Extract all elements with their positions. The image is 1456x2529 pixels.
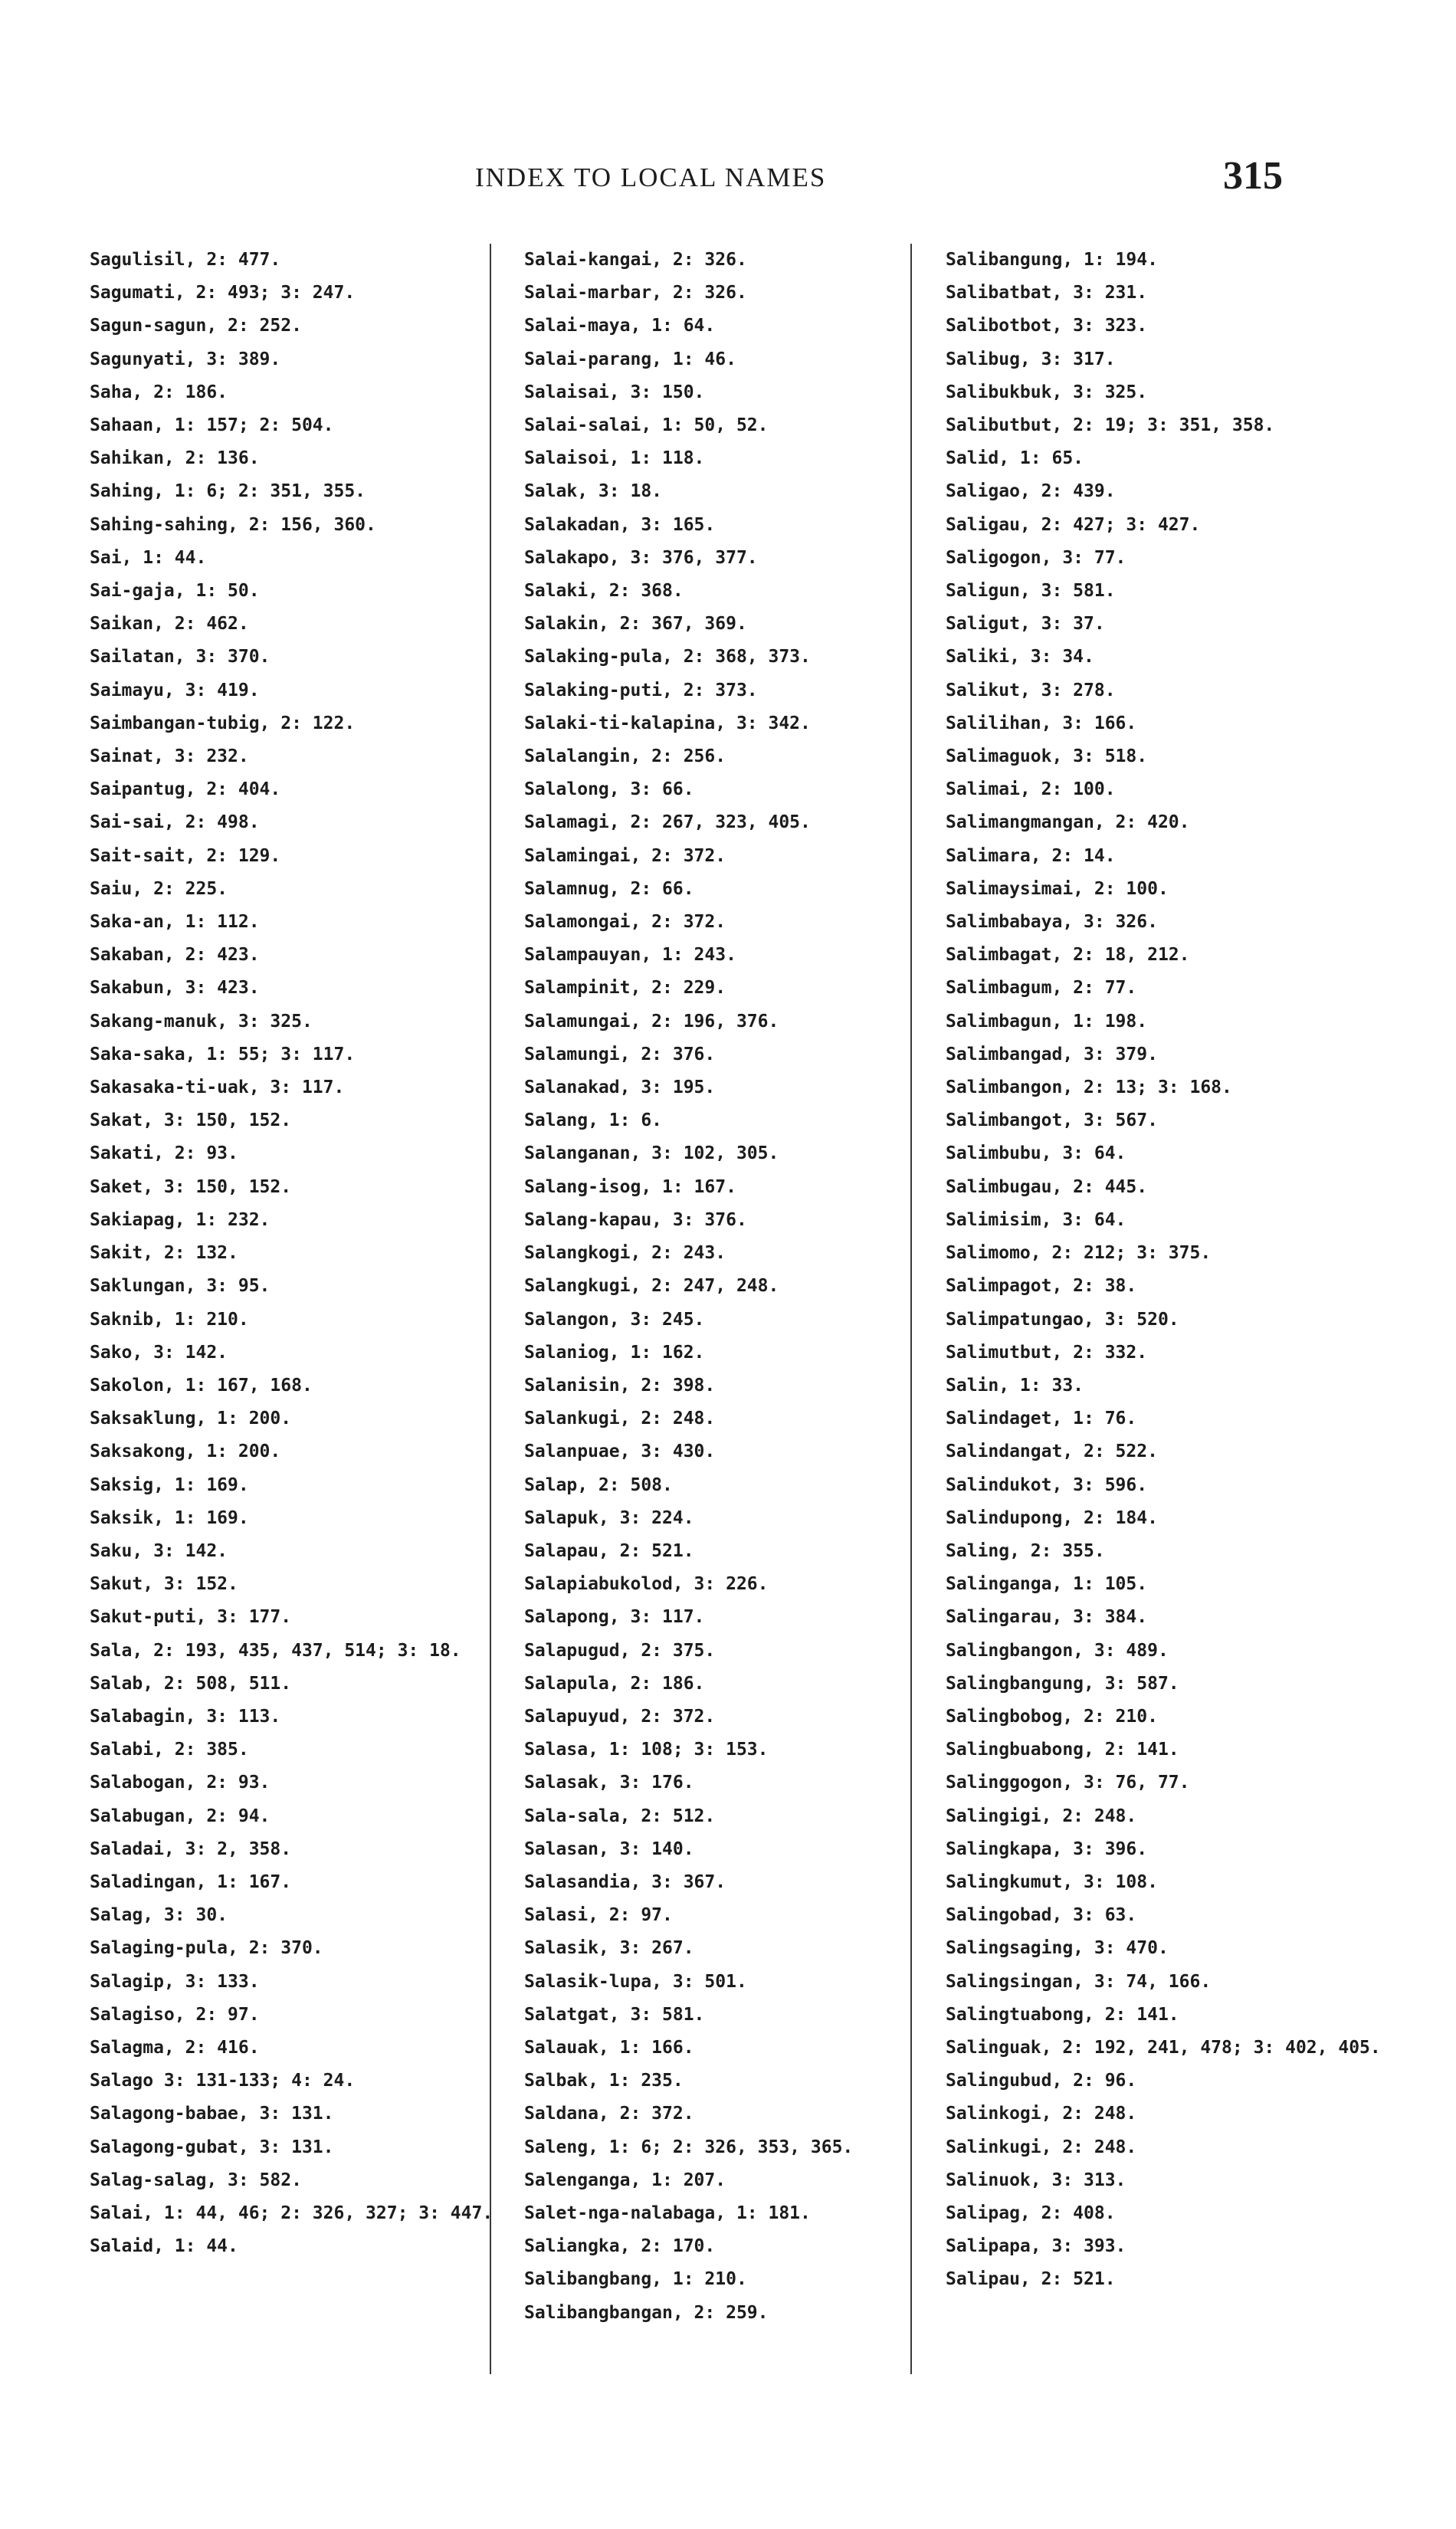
- index-entry: Salangon, 3: 245.: [524, 1309, 705, 1330]
- index-entry: Salanpuae, 3: 430.: [524, 1442, 716, 1462]
- index-entry: Sakolon, 1: 167, 168.: [90, 1375, 313, 1396]
- index-entry: Salingkapa, 3: 396.: [946, 1839, 1148, 1859]
- index-entry: Salibangbangan, 2: 259.: [524, 2302, 769, 2323]
- index-entry: Salilihan, 3: 166.: [946, 713, 1137, 733]
- index-entry: Salaging-pula, 2: 370.: [90, 1938, 323, 1959]
- index-entry: Saladai, 3: 2, 358.: [90, 1839, 292, 1859]
- index-entry: Salasi, 2: 97.: [524, 1905, 673, 1926]
- index-entry: Salapuk, 3: 224.: [524, 1507, 694, 1528]
- index-entry: Salimbagum, 2: 77.: [946, 978, 1137, 999]
- index-entry: Salikut, 3: 278.: [946, 680, 1116, 700]
- index-entry: Salampinit, 2: 229.: [524, 978, 726, 999]
- index-entry: Salapong, 3: 117.: [524, 1607, 705, 1628]
- index-entry: Sailatan, 3: 370.: [90, 647, 271, 668]
- index-entry: Saligut, 3: 37.: [946, 614, 1105, 635]
- index-entry: Salimara, 2: 14.: [946, 845, 1116, 866]
- index-entry: Salag-salag, 3: 582.: [90, 2170, 302, 2190]
- index-entry: Salapau, 2: 521.: [524, 1540, 694, 1561]
- index-entry: Salasan, 3: 140.: [524, 1839, 694, 1859]
- index-entry: Salimisim, 3: 64.: [946, 1209, 1126, 1230]
- index-column-2: [524, 244, 907, 2330]
- index-entry: Salingbangung, 3: 587.: [946, 1673, 1179, 1694]
- index-entry: Salibutbut, 2: 19; 3: 351, 358.: [946, 415, 1275, 436]
- index-entry: Sai, 1: 44.: [90, 547, 207, 568]
- index-entry: Salingbangon, 3: 489.: [946, 1640, 1169, 1661]
- index-entry: Salaking-puti, 2: 373.: [524, 680, 758, 700]
- index-entry: Salimbugau, 2: 445.: [946, 1176, 1148, 1197]
- index-entry: Sait-sait, 2: 129.: [90, 845, 281, 866]
- index-entry: Salimai, 2: 100.: [946, 779, 1116, 800]
- index-entry: Sagumati, 2: 493; 3: 247.: [90, 283, 356, 303]
- index-entry: Sakasaka-ti-uak, 3: 117.: [90, 1078, 345, 1098]
- index-entry: Salang, 1: 6.: [524, 1110, 663, 1131]
- index-entry: Salap, 2: 508.: [524, 1474, 673, 1495]
- index-entry: Salapula, 2: 186.: [524, 1673, 705, 1694]
- index-entry: Salaid, 1: 44.: [90, 2236, 238, 2257]
- index-entry: Salasandia, 3: 367.: [524, 1871, 726, 1892]
- index-entry: Saksakong, 1: 200.: [90, 1442, 281, 1462]
- index-entry: Salaki-ti-kalapina, 3: 342.: [524, 713, 811, 733]
- index-entry: Sahikan, 2: 136.: [90, 448, 260, 469]
- index-entry: Salimpagot, 2: 38.: [946, 1276, 1137, 1297]
- index-entry: Sahing-sahing, 2: 156, 360.: [90, 514, 376, 535]
- index-entry: Saladingan, 1: 167.: [90, 1871, 292, 1892]
- index-entry: Salamingai, 2: 372.: [524, 845, 726, 866]
- index-entry: Salibatbat, 3: 231.: [946, 283, 1148, 303]
- index-entry: Salimutbut, 2: 332.: [946, 1342, 1148, 1363]
- index-entry: Salagip, 3: 133.: [90, 1971, 260, 1992]
- index-entry: Sakut, 3: 152.: [90, 1574, 238, 1595]
- index-entry: Sakang-manuk, 3: 325.: [90, 1011, 313, 1032]
- index-entry: Saikan, 2: 462.: [90, 614, 249, 635]
- index-entry: Sagun-sagun, 2: 252.: [90, 316, 302, 336]
- index-entry: Salindupong, 2: 184.: [946, 1507, 1158, 1528]
- index-entry: Salamagi, 2: 267, 323, 405.: [524, 812, 811, 833]
- index-entry: Salakin, 2: 367, 369.: [524, 614, 747, 635]
- index-entry: Salasak, 3: 176.: [524, 1773, 694, 1793]
- index-entry: Sahaan, 1: 157; 2: 504.: [90, 415, 334, 436]
- index-entry: Salai-salai, 1: 50, 52.: [524, 415, 769, 436]
- index-entry: Salasik, 3: 267.: [524, 1938, 694, 1959]
- index-entry: Salag, 3: 30.: [90, 1905, 228, 1926]
- index-entry: Salibug, 3: 317.: [946, 349, 1116, 369]
- index-entry: Saimayu, 3: 419.: [90, 680, 260, 700]
- index-entry: Salaki, 2: 368.: [524, 581, 684, 602]
- index-entry: Salab, 2: 508, 511.: [90, 1673, 292, 1694]
- index-entry: Salinganga, 1: 105.: [946, 1574, 1148, 1595]
- index-entry: Salai, 1: 44, 46; 2: 326, 327; 3: 447.: [90, 2203, 494, 2223]
- index-entry: Saipantug, 2: 404.: [90, 779, 281, 800]
- index-entry: Salipag, 2: 408.: [946, 2203, 1116, 2223]
- index-entry: Salaniog, 1: 162.: [524, 1342, 705, 1363]
- index-entry: Sakit, 2: 132.: [90, 1243, 238, 1264]
- index-entry: Salamungi, 2: 376.: [524, 1044, 716, 1064]
- index-entry: Salanisin, 2: 398.: [524, 1375, 716, 1396]
- index-entry: Salinkugi, 2: 248.: [946, 2137, 1137, 2157]
- index-entry: Salinkogi, 2: 248.: [946, 2104, 1137, 2124]
- index-entry: Sagunyati, 3: 389.: [90, 349, 281, 369]
- index-entry: Saklungan, 3: 95.: [90, 1276, 271, 1297]
- index-entry: Salingkumut, 3: 108.: [946, 1871, 1158, 1892]
- index-entry: Salindukot, 3: 596.: [946, 1474, 1148, 1495]
- index-entry: Salimbangot, 3: 567.: [946, 1110, 1158, 1131]
- index-entry: Salagma, 2: 416.: [90, 2037, 260, 2058]
- index-entry: Salalangin, 2: 256.: [524, 746, 726, 767]
- index-entry: Saha, 2: 186.: [90, 382, 228, 402]
- index-entry: Salimbangon, 2: 13; 3: 168.: [946, 1078, 1232, 1098]
- index-entry: Salatgat, 3: 581.: [524, 2004, 705, 2025]
- index-entry: Salimbabaya, 3: 326.: [946, 912, 1158, 933]
- index-entry: Salibangung, 1: 194.: [946, 250, 1158, 270]
- index-entry: Sai-sai, 2: 498.: [90, 812, 260, 833]
- index-entry: Salapugud, 2: 375.: [524, 1640, 716, 1661]
- index-entry: Sakati, 2: 93.: [90, 1143, 238, 1164]
- index-entry: Salingarau, 3: 384.: [946, 1607, 1148, 1628]
- index-entry: Salimpatungao, 3: 520.: [946, 1309, 1179, 1330]
- index-entry: Salingobad, 3: 63.: [946, 1905, 1137, 1926]
- index-entry: Saldana, 2: 372.: [524, 2104, 694, 2124]
- index-entry: Salimangmangan, 2: 420.: [946, 812, 1190, 833]
- index-entry: Salapuyud, 2: 372.: [524, 1706, 716, 1727]
- index-entry: Salindaget, 1: 76.: [946, 1409, 1137, 1429]
- index-entry: Salanakad, 3: 195.: [524, 1078, 716, 1098]
- index-entry: Salingsaging, 3: 470.: [946, 1938, 1169, 1959]
- index-entry: Salasa, 1: 108; 3: 153.: [524, 1740, 769, 1760]
- index-entry: Salabogan, 2: 93.: [90, 1773, 271, 1793]
- index-entry: Sakabun, 3: 423.: [90, 978, 260, 999]
- index-entry: Saligogon, 3: 77.: [946, 547, 1126, 568]
- column-rule-1: [490, 244, 491, 2374]
- index-entry: Salimbagun, 1: 198.: [946, 1011, 1148, 1032]
- index-entry: Salbak, 1: 235.: [524, 2071, 684, 2091]
- index-entry: Salagong-gubat, 3: 131.: [90, 2137, 334, 2157]
- index-entry: Salenganga, 1: 207.: [524, 2170, 726, 2190]
- index-entry: Saiu, 2: 225.: [90, 878, 228, 899]
- index-entry: Saket, 3: 150, 152.: [90, 1176, 292, 1197]
- index-entry: Saligun, 3: 581.: [946, 581, 1116, 602]
- index-entry: Salingbuabong, 2: 141.: [946, 1740, 1179, 1760]
- index-entry: Salapiabukolod, 3: 226.: [524, 1574, 769, 1595]
- index-entry: Salipapa, 3: 393.: [946, 2236, 1126, 2257]
- index-entry: Salabagin, 3: 113.: [90, 1706, 281, 1727]
- index-entry: Sala-sala, 2: 512.: [524, 1806, 716, 1826]
- index-entry: Salamnug, 2: 66.: [524, 878, 694, 899]
- index-entry: Salagong-babae, 3: 131.: [90, 2104, 334, 2124]
- index-entry: Salangkugi, 2: 247, 248.: [524, 1276, 779, 1297]
- index-entry: Salai-marbar, 2: 326.: [524, 283, 747, 303]
- index-entry: Sai-gaja, 1: 50.: [90, 581, 260, 602]
- index-entry: Sakiapag, 1: 232.: [90, 1209, 271, 1230]
- index-entry: Salampauyan, 1: 243.: [524, 945, 736, 966]
- index-entry: Sakaban, 2: 423.: [90, 945, 260, 966]
- index-entry: Saligao, 2: 439.: [946, 481, 1116, 502]
- index-entry: Salankugi, 2: 248.: [524, 1409, 716, 1429]
- index-entry: Sako, 3: 142.: [90, 1342, 228, 1363]
- index-entry: Salinggogon, 3: 76, 77.: [946, 1773, 1190, 1793]
- index-entry: Salibotbot, 3: 323.: [946, 316, 1148, 336]
- index-entry: Salabugan, 2: 94.: [90, 1806, 271, 1826]
- page-header: [0, 153, 1456, 207]
- column-rule-2: [910, 244, 912, 2374]
- index-entry: Saka-an, 1: 112.: [90, 912, 260, 933]
- index-entry: Saling, 2: 355.: [946, 1540, 1105, 1561]
- index-entry: Saknib, 1: 210.: [90, 1309, 249, 1330]
- index-entry: Salauak, 1: 166.: [524, 2037, 694, 2058]
- index-entry: Salibukbuk, 3: 325.: [946, 382, 1148, 402]
- index-entry: Salimbangad, 3: 379.: [946, 1044, 1158, 1064]
- index-entry: Sakat, 3: 150, 152.: [90, 1110, 292, 1131]
- index-entry: Salagiso, 2: 97.: [90, 2004, 260, 2025]
- index-entry: Salang-kapau, 3: 376.: [524, 1209, 747, 1230]
- index-entry: Saka-saka, 1: 55; 3: 117.: [90, 1044, 356, 1064]
- index-entry: Salago 3: 131-133; 4: 24.: [90, 2071, 356, 2091]
- index-entry: Saimbangan-tubig, 2: 122.: [90, 713, 356, 733]
- index-entry: Salakadan, 3: 165.: [524, 514, 716, 535]
- index-entry: Salingigi, 2: 248.: [946, 1806, 1137, 1826]
- page-number: 315: [1223, 154, 1283, 198]
- index-entry: Saksik, 1: 169.: [90, 1507, 249, 1528]
- index-entry: Sakut-puti, 3: 177.: [90, 1607, 292, 1628]
- index-entry: Saksig, 1: 169.: [90, 1474, 249, 1495]
- index-entry: Salak, 3: 18.: [524, 481, 663, 502]
- index-entry: Salalong, 3: 66.: [524, 779, 694, 800]
- index-entry: Salimomo, 2: 212; 3: 375.: [946, 1243, 1212, 1264]
- index-entry: Salingubud, 2: 96.: [946, 2071, 1137, 2091]
- running-head: INDEX TO LOCAL NAMES: [475, 162, 827, 192]
- index-entry: Salingtuabong, 2: 141.: [946, 2004, 1179, 2025]
- index-entry: Salakapo, 3: 376, 377.: [524, 547, 758, 568]
- index-entry: Salai-maya, 1: 64.: [524, 316, 716, 336]
- index-entry: Salimaysimai, 2: 100.: [946, 878, 1169, 899]
- index-entry: Salimaguok, 3: 518.: [946, 746, 1148, 767]
- index-entry: Salai-kangai, 2: 326.: [524, 250, 747, 270]
- index-entry: Salamungai, 2: 196, 376.: [524, 1011, 779, 1032]
- index-entry: Salet-nga-nalabaga, 1: 181.: [524, 2203, 811, 2223]
- index-entry: Salai-parang, 1: 46.: [524, 349, 736, 369]
- index-entry: Sahing, 1: 6; 2: 351, 355.: [90, 481, 366, 502]
- index-entry: Salamongai, 2: 372.: [524, 912, 726, 933]
- index-entry: Salid, 1: 65.: [946, 448, 1084, 469]
- index-entry: Salingsingan, 3: 74, 166.: [946, 1971, 1212, 1992]
- index-entry: Salang-isog, 1: 167.: [524, 1176, 736, 1197]
- index-entry: Salinuok, 3: 313.: [946, 2170, 1126, 2190]
- index-entry: Salasik-lupa, 3: 501.: [524, 1971, 747, 1992]
- index-entry: Salaking-pula, 2: 368, 373.: [524, 647, 811, 668]
- index-entry: Salimbubu, 3: 64.: [946, 1143, 1126, 1164]
- index-entry: Salaisai, 3: 150.: [524, 382, 705, 402]
- index-entry: Salimbagat, 2: 18, 212.: [946, 945, 1190, 966]
- index-entry: Sainat, 3: 232.: [90, 746, 249, 767]
- index-entry: Saligau, 2: 427; 3: 427.: [946, 514, 1201, 535]
- index-column-1: [90, 244, 503, 2263]
- index-entry: Salanganan, 3: 102, 305.: [524, 1143, 779, 1164]
- index-entry: Salingbobog, 2: 210.: [946, 1706, 1158, 1727]
- index-entry: Salabi, 2: 385.: [90, 1740, 249, 1760]
- index-entry: Salangkogi, 2: 243.: [524, 1243, 726, 1264]
- index-entry: Saksaklung, 1: 200.: [90, 1409, 292, 1429]
- index-column-3: [946, 244, 1405, 2297]
- index-entry: Salipau, 2: 521.: [946, 2269, 1116, 2290]
- index-entry: Salaisoi, 1: 118.: [524, 448, 705, 469]
- index-entry: Salibangbang, 1: 210.: [524, 2269, 747, 2290]
- index-entry: Saku, 3: 142.: [90, 1540, 228, 1561]
- index-entry: Salindangat, 2: 522.: [946, 1442, 1158, 1462]
- index-entry: Salin, 1: 33.: [946, 1375, 1084, 1396]
- index-entry: Sala, 2: 193, 435, 437, 514; 3: 18.: [90, 1640, 461, 1661]
- index-entry: Saliki, 3: 34.: [946, 647, 1094, 668]
- index-entry: Salinguak, 2: 192, 241, 478; 3: 402, 405.: [946, 2037, 1381, 2058]
- index-entry: Sagulisil, 2: 477.: [90, 250, 281, 270]
- index-entry: Saleng, 1: 6; 2: 326, 353, 365.: [524, 2137, 854, 2157]
- index-entry: Saliangka, 2: 170.: [524, 2236, 716, 2257]
